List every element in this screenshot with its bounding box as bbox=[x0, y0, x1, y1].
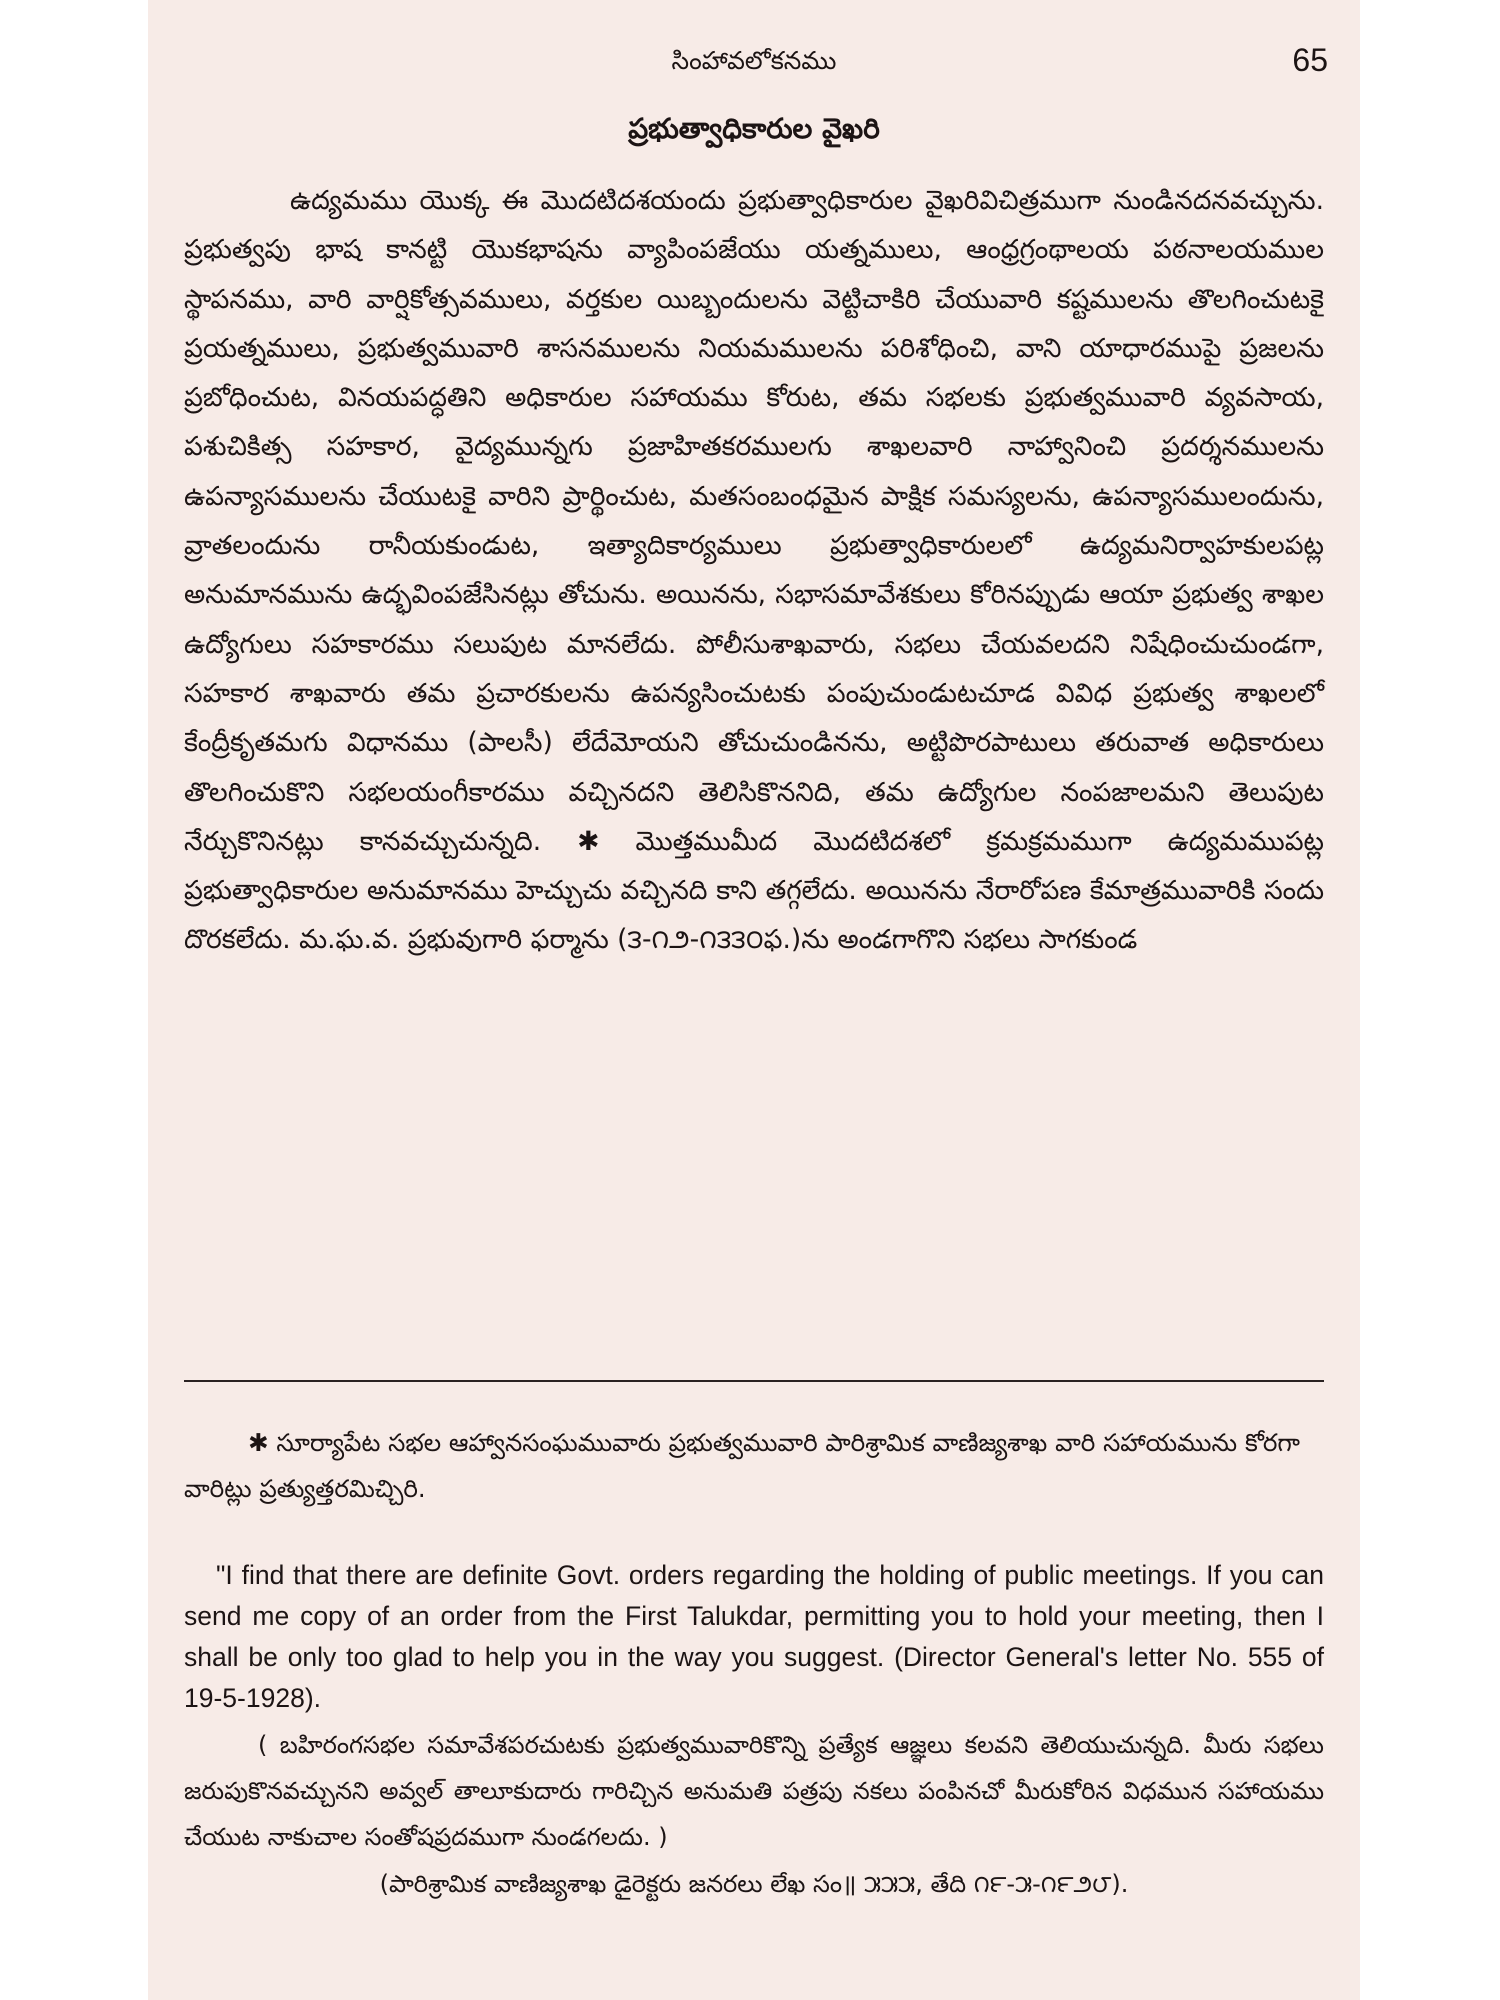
body-paragraph: ఉద్యమము యొక్క ఈ మొదటిదశయందు ప్రభుత్వాధికారుల వైఖరివిచిత్రముగా నుండినదనవచ్చును. ప్రభుత్వపు భాష కానట్టి యొకభాషను వ్యాపింపజేయు యత్నములు, ఆంధ్రగ్రంథాలయ పఠనాలయముల స్థాపనము, వారి వార్షికోత్సవములు, వర్తకుల యిబ్బందులను వెట్టిచాకిరి చేయువారి కష్టములను తొలగించుటకై ప్రయత్నములు, ప్రభుత్వమువారి శాసనములను నియమములను పరిశోధించి, వాని యాధారముపై ప్రజలను ప్రబోధించుట, వినయపద్ధతిని అధికారుల సహాయము కోరుట, తమ సభలకు ప్రభుత్వమువారి వ్యవసాయ, పశుచికిత్స సహకార, వైద్యమున్నగు ప్రజాహితకరములగు శాఖలవారి నాహ్వానించి ప్రదర్శనములను ఉపన్యాసములను చేయుటకై వారిని ప్రార్థించుట, మతసంబంధమైన పాక్షిక సమస్యలను, ఉపన్యాసములందును, వ్రాతలందును రానీయకుండుట, ఇత్యాదికార్యములు ప్రభుత్వాధికారులలో ఉద్యమనిర్వాహకులపట్ల అనుమానమును ఉద్భవింపజేసినట్లు తోచును. అయినను, సభాసమావేశకులు కోరినప్పుడు ఆయా ప్రభుత్వ శాఖల ఉద్యోగులు సహకారము సలుపుట మానలేదు. పోలీసుశాఖవారు, సభలు చేయవలదని నిషేధించుచుండగా, సహకార శాఖవారు తమ ప్రచారకులను ఉపన్యసించుటకు పంపుచుండుటచూడ వివిధ ప్రభుత్వ శాఖలలో కేంద్రీకృతమగు విధానము (పాలసీ) లేదేమోయని తోచుచుండినను, అట్టిపొరపాటులు తరువాత అధికారులు తొలగించుకొని సభలయంగీకారము వచ్చినదని తెలిసికొననిది, తమ ఉద్యోగుల నంపజాలమని తెలుపుట నేర్చుకొనినట్లు కానవచ్చుచున్నది. ✱ మొత్తముమీద మొదటిదశలో క్రమక్రమముగా ఉద్యమముపట్ల ప్రభుత్వాధికారుల అనుమానము హెచ్చుచు వచ్చినది కాని తగ్గలేదు. అయినను నేరారోపణ కేమాత్రమువారికి సందు దొరకలేదు. మ.ఘ.వ. ప్రభువుగారి ఫర్మాను (౩-౧౨-౧౩౩౦ఫ.)ను అండగాగొని సభలు సాగకుండ bbox=[184, 185, 1324, 956]
document-page bbox=[148, 0, 1360, 2000]
page-number: 65 bbox=[1292, 42, 1328, 78]
footnote-telugu: ✱ సూర్యాపేట సభల ఆహ్వానసంఘమువారు ప్రభుత్వమువారి పారిశ్రామిక వాణిజ్యశాఖ వారి సహాయమును కోరగా వారిట్లు ప్రత్యుత్తరమిచ్చిరి. bbox=[184, 1428, 1300, 1503]
footnote-source: (పారిశ్రామిక వాణిజ్యశాఖ డైరెక్టరు జనరలు లేఖ సం॥ ౫౫౫, తేది ౧౯-౫-౧౯౨౮). bbox=[379, 1870, 1129, 1898]
section-title: ప్రభుత్వాధికారుల వైఖరి bbox=[628, 112, 880, 145]
body-text bbox=[184, 176, 1324, 965]
footnote-english-quote: "I find that there are definite Govt. orders regarding the holding of public meetings. If you can send me copy of an order from the First Talukdar, permitting you to hold your meeting, then I shall be only too glad to help you in the way you suggest. (Director General's letter No. 555 of 19-5-1928). bbox=[184, 1560, 1324, 1713]
running-title: సింహావలోకనము bbox=[671, 46, 837, 75]
running-header bbox=[148, 40, 1360, 84]
footnote-divider bbox=[184, 1380, 1324, 1382]
footnote-telugu-translation: ( బహిరంగసభల సమావేశపరచుటకు ప్రభుత్వమువారికొన్ని ప్రత్యేక ఆజ్ఞలు కలవని తెలియుచున్నది. మీరు సభలు జరుపుకొనవచ్చునని అవ్వల్ తాలూకుదారు గారిచ్చిన అనుమతి పత్రపు నకలు పంపినచో మీరుకోరిన విధమున సహాయము చేయుట నాకుచాల సంతోషప్రదముగా నుండగలదు. ) bbox=[184, 1731, 1324, 1851]
